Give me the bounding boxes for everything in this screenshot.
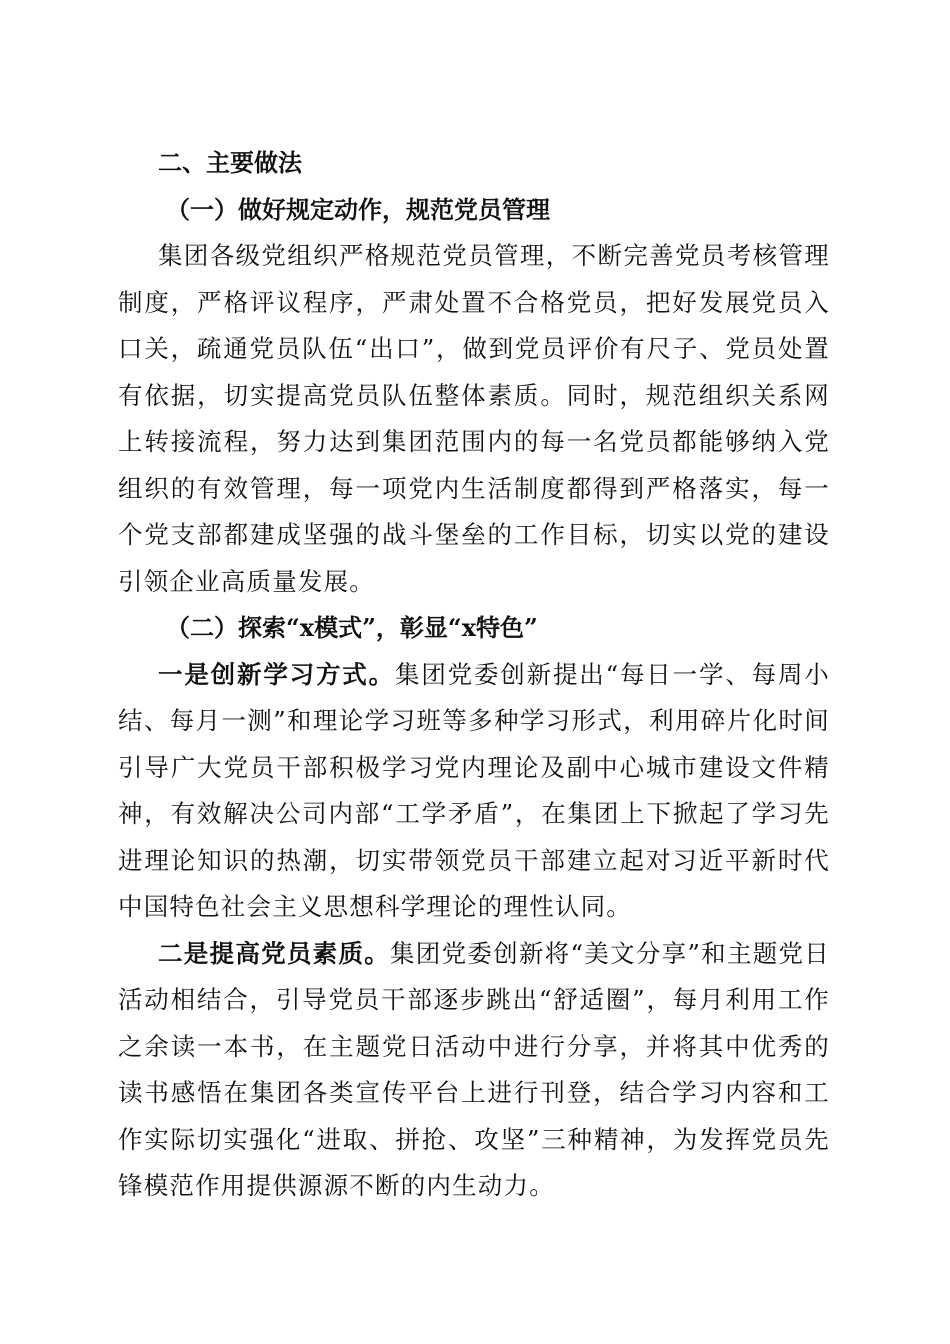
- paragraph-lead-2: 二是提高党员素质。: [158, 938, 391, 968]
- subsection-title-2: （二）探索“x模式”，彰显“x特色”: [166, 613, 538, 642]
- section-heading: 二、主要做法: [158, 149, 302, 177]
- subsection-title-1: （一）做好规定动作，规范党员管理: [166, 194, 550, 224]
- document-body: [118, 140, 830, 1210]
- paragraph-innovative-learning: [118, 652, 830, 931]
- paragraph-text-2: 集团党委创新将“美文分享”和主题党日活动相结合，引导党员干部逐步跳出“舒适圈”，每月利用工作之余读一本书，在主题党日活动中进行分享，并将其中优秀的读书感悟在集团各类宣传平台上进行刊登，结合学习内容和工作实际切实强化“进取、拼抢、攻坚”三种精神，为发挥党员先锋模范作用提供源源不断的内生动力。: [118, 938, 830, 1200]
- paragraph-improve-quality: [118, 931, 830, 1210]
- paragraph-party-member-management: 集团各级党组织严格规范党员管理，不断完善党员考核管理制度，严格评议程序，严肃处置不合格党员，把好发展党员入口关，疏通党员队伍“出口”，做到党员评价有尺子、党员处置有依据，切实提高党员队伍整体素质。同时，规范组织关系网上转接流程，努力达到集团范围内的每一名党员都能够纳入党组织的有效管理，每一项党内生活制度都得到严格落实，每一个党支部都建成坚强的战斗堡垒的工作目标，切实以党的建设引领企业高质量发展。: [118, 241, 830, 596]
- paragraph-lead-1: 一是创新学习方式。: [158, 659, 395, 689]
- paragraph-text-1: 集团党委创新提出“每日一学、每周小结、每月一测”和理论学习班等多种学习形式，利用碎片化时间引导广大党员干部积极学习党内理论及副中心城市建设文件精神，有效解决公司内部“工学矛盾”，在集团上下掀起了学习先进理论知识的热潮，切实带领党员干部建立起对习近平新时代中国特色社会主义思想科学理论的理性认同。: [118, 659, 830, 921]
